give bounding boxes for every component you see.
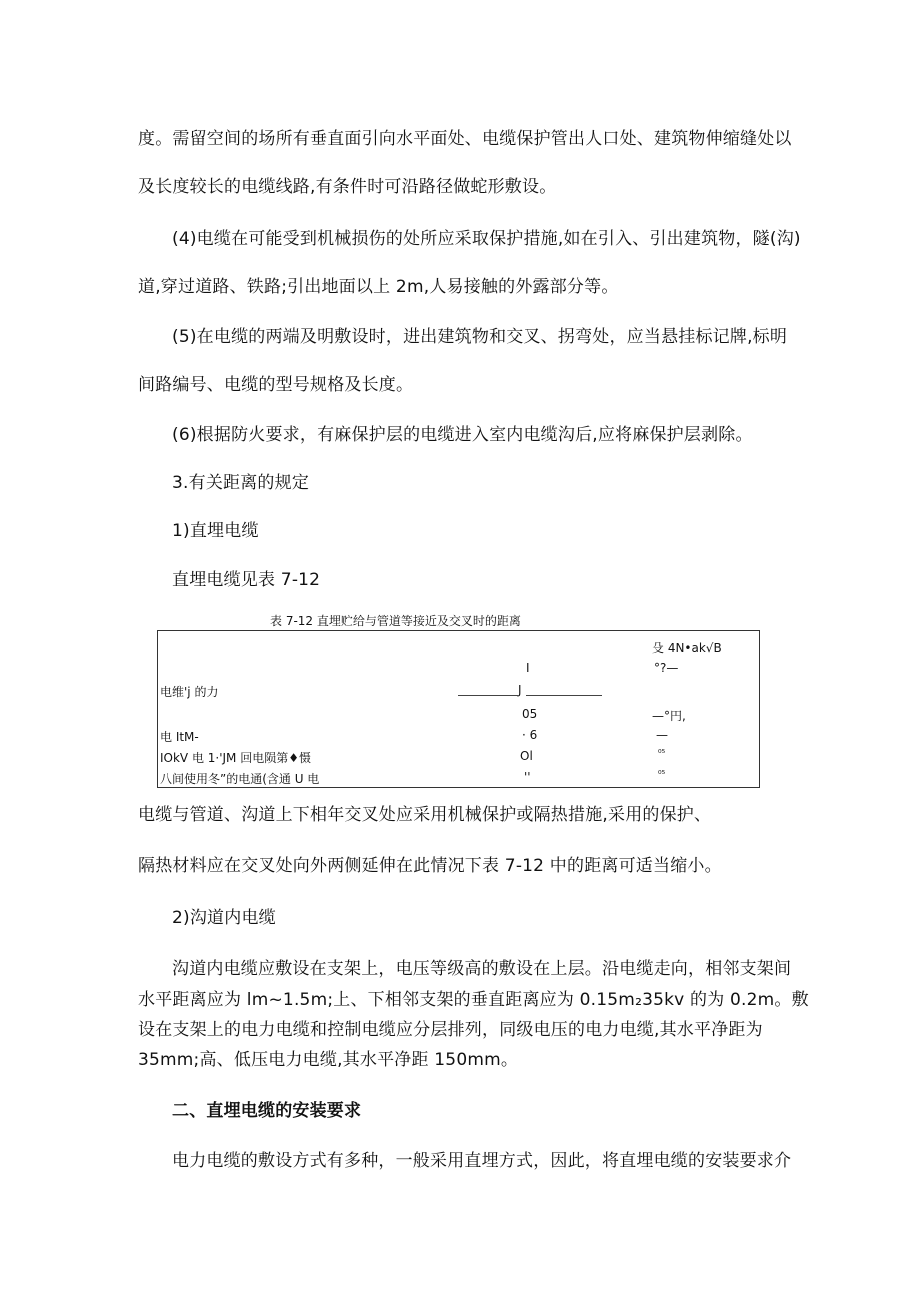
paragraph-line: 设在支架上的电力电缆和控制电缆应分层排列，同级电压的电力电缆,其水平净距为 <box>138 1020 763 1040</box>
table-row-label: 电 ItM- <box>160 730 199 744</box>
paragraph-line: 度。需留空间的场所有垂直面引向水平面处、电缆保护管出人口处、建筑物伸缩缝处以 <box>138 129 792 149</box>
table-header-right: 殳 4N•ak√B <box>652 641 722 655</box>
paragraph-line: 及长度较长的电缆线路,有条件时可沿路径做蛇形敷设。 <box>138 177 557 197</box>
paragraph-line: (5)在电缆的两端及明敷设时，进出建筑物和交叉、拐弯处，应当悬挂标记牌,标明 <box>172 327 788 347</box>
paragraph-line: 电力电缆的敷设方式有多种，一般采用直埋方式，因此，将直埋电缆的安装要求介 <box>172 1151 792 1171</box>
table-cell: ⁰⁵ <box>658 749 666 759</box>
table-cell: J <box>518 683 522 697</box>
section-heading: 二、直埋电缆的安装要求 <box>172 1101 362 1121</box>
table-cell: I <box>526 661 530 675</box>
table-cell: — <box>656 728 668 742</box>
paragraph-line: 直埋电缆见表 7-12 <box>172 570 321 590</box>
table-row-label: IOkV 电 1·'JM 回电陨第♦慑 <box>160 751 311 765</box>
subsection-heading: 1)直埋电缆 <box>172 521 259 541</box>
subsection-heading: 2)沟道内电缆 <box>172 908 276 928</box>
paragraph-line: 35mm;高、低压电力电缆,其水平净距 150mm。 <box>138 1050 519 1070</box>
distance-table <box>157 630 760 788</box>
paragraph-line: 道,穿过道路、铁路;引出地面以上 2m,人易接触的外露部分等。 <box>138 277 619 297</box>
table-cell: 05 <box>522 707 538 721</box>
paragraph-line: 沟道内电缆应敷设在支架上，电压等级高的敷设在上层。沿电缆走向，相邻支架间 <box>172 959 792 979</box>
table-cell: '' <box>524 770 531 784</box>
table-row-label: 八间使用冬”的电通(含通 U 电 <box>160 772 320 786</box>
table-caption: 表 7-12 直埋贮给与管道等接近及交叉时的距离 <box>270 614 521 628</box>
table-cell: Ol <box>520 749 533 763</box>
table-cell: · 6 <box>522 728 538 742</box>
table-cell: —°円, <box>652 709 686 723</box>
paragraph-line: 电缆与管道、沟道上下相年交叉处应采用机械保护或隔热措施,采用的保护、 <box>138 805 712 825</box>
section-heading: 3.有关距离的规定 <box>172 473 310 493</box>
paragraph-line: (6)根据防火要求，有麻保护层的电缆进入室内电缆沟后,应将麻保护层剥除。 <box>172 425 753 445</box>
table-rule <box>526 695 602 696</box>
table-cell: ⁰⁵ <box>658 770 666 780</box>
table-cell: °?— <box>654 661 679 675</box>
paragraph-line: 间路编号、电缆的型号规格及长度。 <box>138 375 414 395</box>
paragraph-line: 隔热材料应在交叉处向外两侧延伸在此情况下表 7-12 中的距离可适当缩小。 <box>138 856 722 876</box>
paragraph-line: 水平距离应为 lm~1.5m;上、下相邻支架的垂直距离应为 0.15m₂35kv 的为 0.2m。敷 <box>138 990 809 1010</box>
table-rule <box>458 695 518 696</box>
table-row-label: 电维'j 的力 <box>160 685 219 699</box>
paragraph-line: (4)电缆在可能受到机械损伤的处所应采取保护措施,如在引入、引出建筑物，隧(沟) <box>172 229 801 249</box>
